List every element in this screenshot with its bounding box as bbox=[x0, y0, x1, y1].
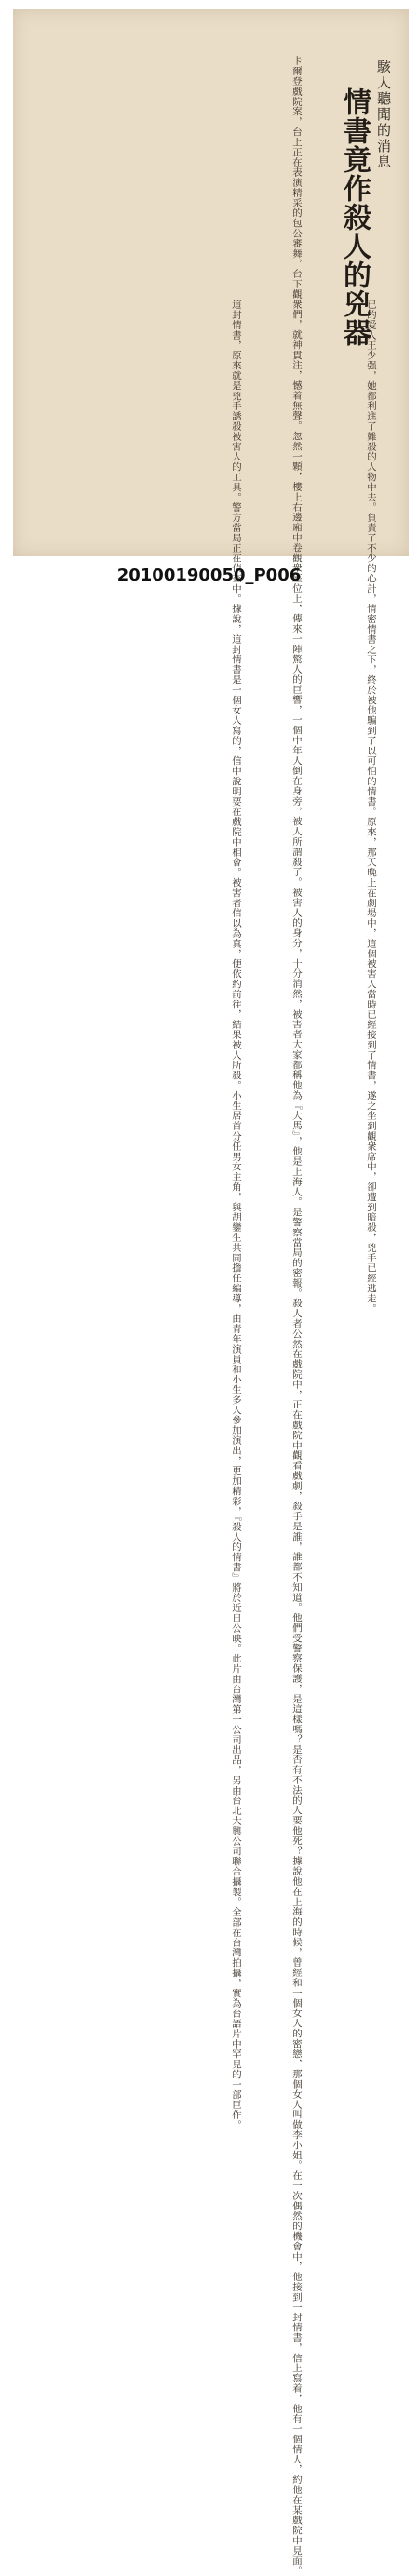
archive-caption: 20100190050_P006 bbox=[116, 566, 302, 585]
headline: 情書竟作殺人的兇器 bbox=[338, 87, 371, 347]
body-lower-right: 已的爱人王少强，她都利進了難殺的人物中去。負責了不少的心計，情密情書之下，終於被他騙到了以可怕的情書。原來，那天晚上在劇場中，這個被害人當時已經接到了情書，遂之坐到觀衆席中，卻遭到暗殺，兇手已經逃走。 bbox=[365, 300, 376, 1314]
body-upper: 卡爾登戲院案，台上正在表演精采的包公審舞，台下觀衆們，就神貫注，憾着無聲。忽然一顆，樓上右邊廂中卷觀衆座位上，傳來一陣驚人的巨響，一個中年人倒在身旁，被人所謂殺了。被害人的身分，十分消然，被害者大家都稱他為『大馬』，他是上海人。是警察當局的密報。殺人者公然在戲院中，正在戲院中觀看戲劇，殺手是誰，誰都不知道。他們受警察保護，是這樣嗎？是否有不法的人要他死？據說他在上海的時候，曾經和一個女人的密戀，那個女人叫做李小姐。在一次偶然的機會中，他接到一封情書，信上寫着，他有一個情人，約他在某戲院中見面。 bbox=[290, 56, 302, 2576]
kicker-text: 駭人聽聞的消息 bbox=[375, 60, 392, 170]
body-lower-left: 這封情書，原來就是兇手誘殺被害人的工具。警方當局正在偵查中。據說，這封情書是一個女人寫的，信中說明要在戲院中相會。被害者信以為真，便依約前往，結果被人所殺。小生居首分任男女主角，與胡鑾生共同擔任編導，由青年演員和小生多人參加演出，更加精彩，『殺人的情書』將於近日公映。此片由台灣第一公司出品，另由台北大興公司聯合攝製。全部在台灣拍攝，實為台語片中罕見的一部巨作。 bbox=[230, 300, 241, 2130]
